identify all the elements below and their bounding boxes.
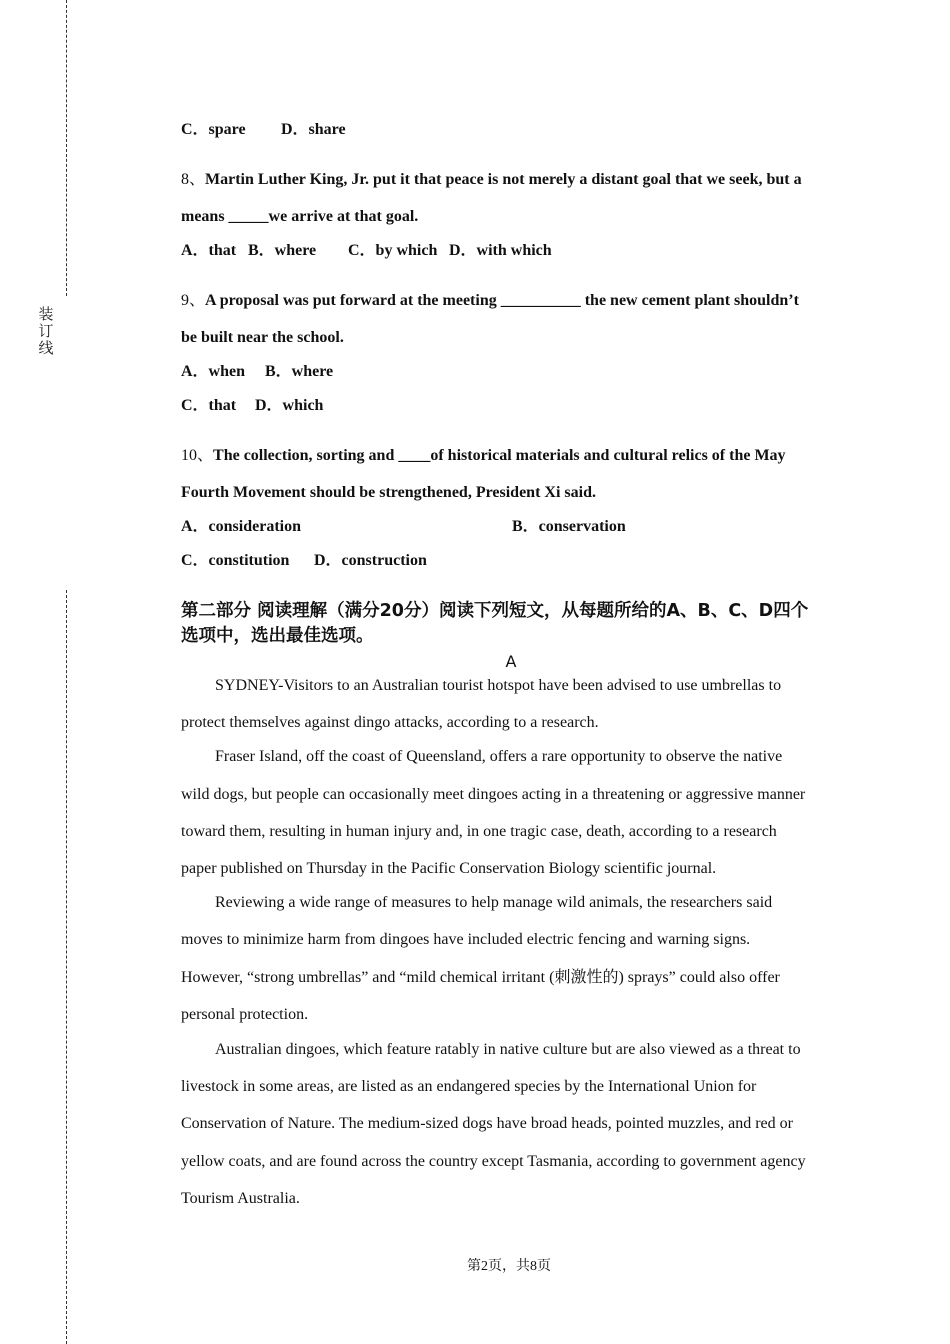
binding-char-2: 订 [38,322,54,340]
passage-line: moves to minimize harm from dingoes have included electric fencing and warning signs. [181,931,751,948]
passage-line: Conservation of Nature. The medium-sized dogs have broad heads, pointed muzzles, and red or [181,1115,793,1132]
q9-option-b: B．where [265,363,334,380]
passage-line: livestock in some areas, are listed as an endangered species by the International Union for [181,1078,757,1095]
passage-line: toward them, resulting in human injury and, in one tragic case, death, according to a research [181,823,777,840]
q9-text-1: A proposal was put forward at the meeting __________ the new cement plant shouldn’t [205,292,799,309]
q10-options-row1 [181,517,626,537]
section-title-line1: 第二部分 阅读理解（满分20分）阅读下列短文，从每题所给的A、B、C、D四个 [181,601,809,621]
binding-char-1: 装 [38,305,54,323]
passage-line: personal protection. [181,1006,309,1023]
q8-text-1: Martin Luther King, Jr. put it that peace is not merely a distant goal that we seek, but a [205,171,802,188]
q7-option-d: D．share [281,121,346,138]
binding-label [37,306,55,357]
passage-line: wild dogs, but people can occasionally meet dingoes acting in a threatening or aggressive manner [181,786,806,803]
q9-options-row2 [181,396,323,416]
q10-text-1: The collection, sorting and ____of historical materials and cultural relics of the May [213,447,786,464]
q9-options-row1 [181,362,333,382]
q10-options-row2 [181,551,427,571]
q8-option-c: C．by which [348,242,438,259]
q9-stem-line1 [181,291,799,311]
q9-number: 9、 [181,292,206,309]
q8-option-a: A．that [181,242,237,259]
passage-line: protect themselves against dingo attacks, according to a research. [181,714,599,731]
q9-option-a: A．when [181,363,246,380]
passage-line: paper published on Thursday in the Pacific Conservation Biology scientific journal. [181,860,717,877]
q10-option-b: B．conservation [512,518,626,535]
q10-stem-line1 [181,446,786,466]
q10-number: 10、 [181,447,214,464]
q8-stem-line1 [181,170,802,190]
q8-options [181,241,552,261]
passage-line: However, “strong umbrellas” and “mild chemical irritant (刺激性的) sprays” could also offer [181,969,780,986]
q8-option-d: D．with which [449,242,552,259]
q10-stem-line2: Fourth Movement should be strengthened, President Xi said. [181,484,596,501]
passage-line: SYDNEY-Visitors to an Australian tourist hotspot have been advised to use umbrellas to [215,677,782,694]
q10-option-c: C．constitution [181,552,290,569]
binding-line-bottom [66,590,67,1344]
passage-label: A [505,652,517,671]
binding-char-3: 线 [38,339,54,357]
passage-line: Reviewing a wide range of measures to help manage wild animals, the researchers said [215,894,773,911]
passage-line: Tourism Australia. [181,1190,300,1207]
section-title-line2: 选项中，选出最佳选项。 [181,626,374,646]
binding-line-top [66,0,67,296]
q10-option-d: D．construction [314,552,427,569]
q7-options [181,120,346,140]
q8-number: 8、 [181,171,206,188]
q9-option-c: C．that [181,397,237,414]
q9-option-d: D．which [255,397,324,414]
q9-stem-line2: be built near the school. [181,329,344,346]
page-number-footer: 第2页，共8页 [467,1259,551,1274]
q8-option-b: B．where [248,242,317,259]
passage-line: Fraser Island, off the coast of Queensland, offers a rare opportunity to observe the native [215,748,783,765]
q7-option-c: C．spare [181,121,246,138]
passage-line: Australian dingoes, which feature ratably in native culture but are also viewed as a threat to [215,1041,801,1058]
q10-option-a: A．consideration [181,518,302,535]
q8-stem-line2: means _____we arrive at that goal. [181,208,419,225]
passage-line: yellow coats, and are found across the country except Tasmania, according to government agency [181,1153,806,1170]
